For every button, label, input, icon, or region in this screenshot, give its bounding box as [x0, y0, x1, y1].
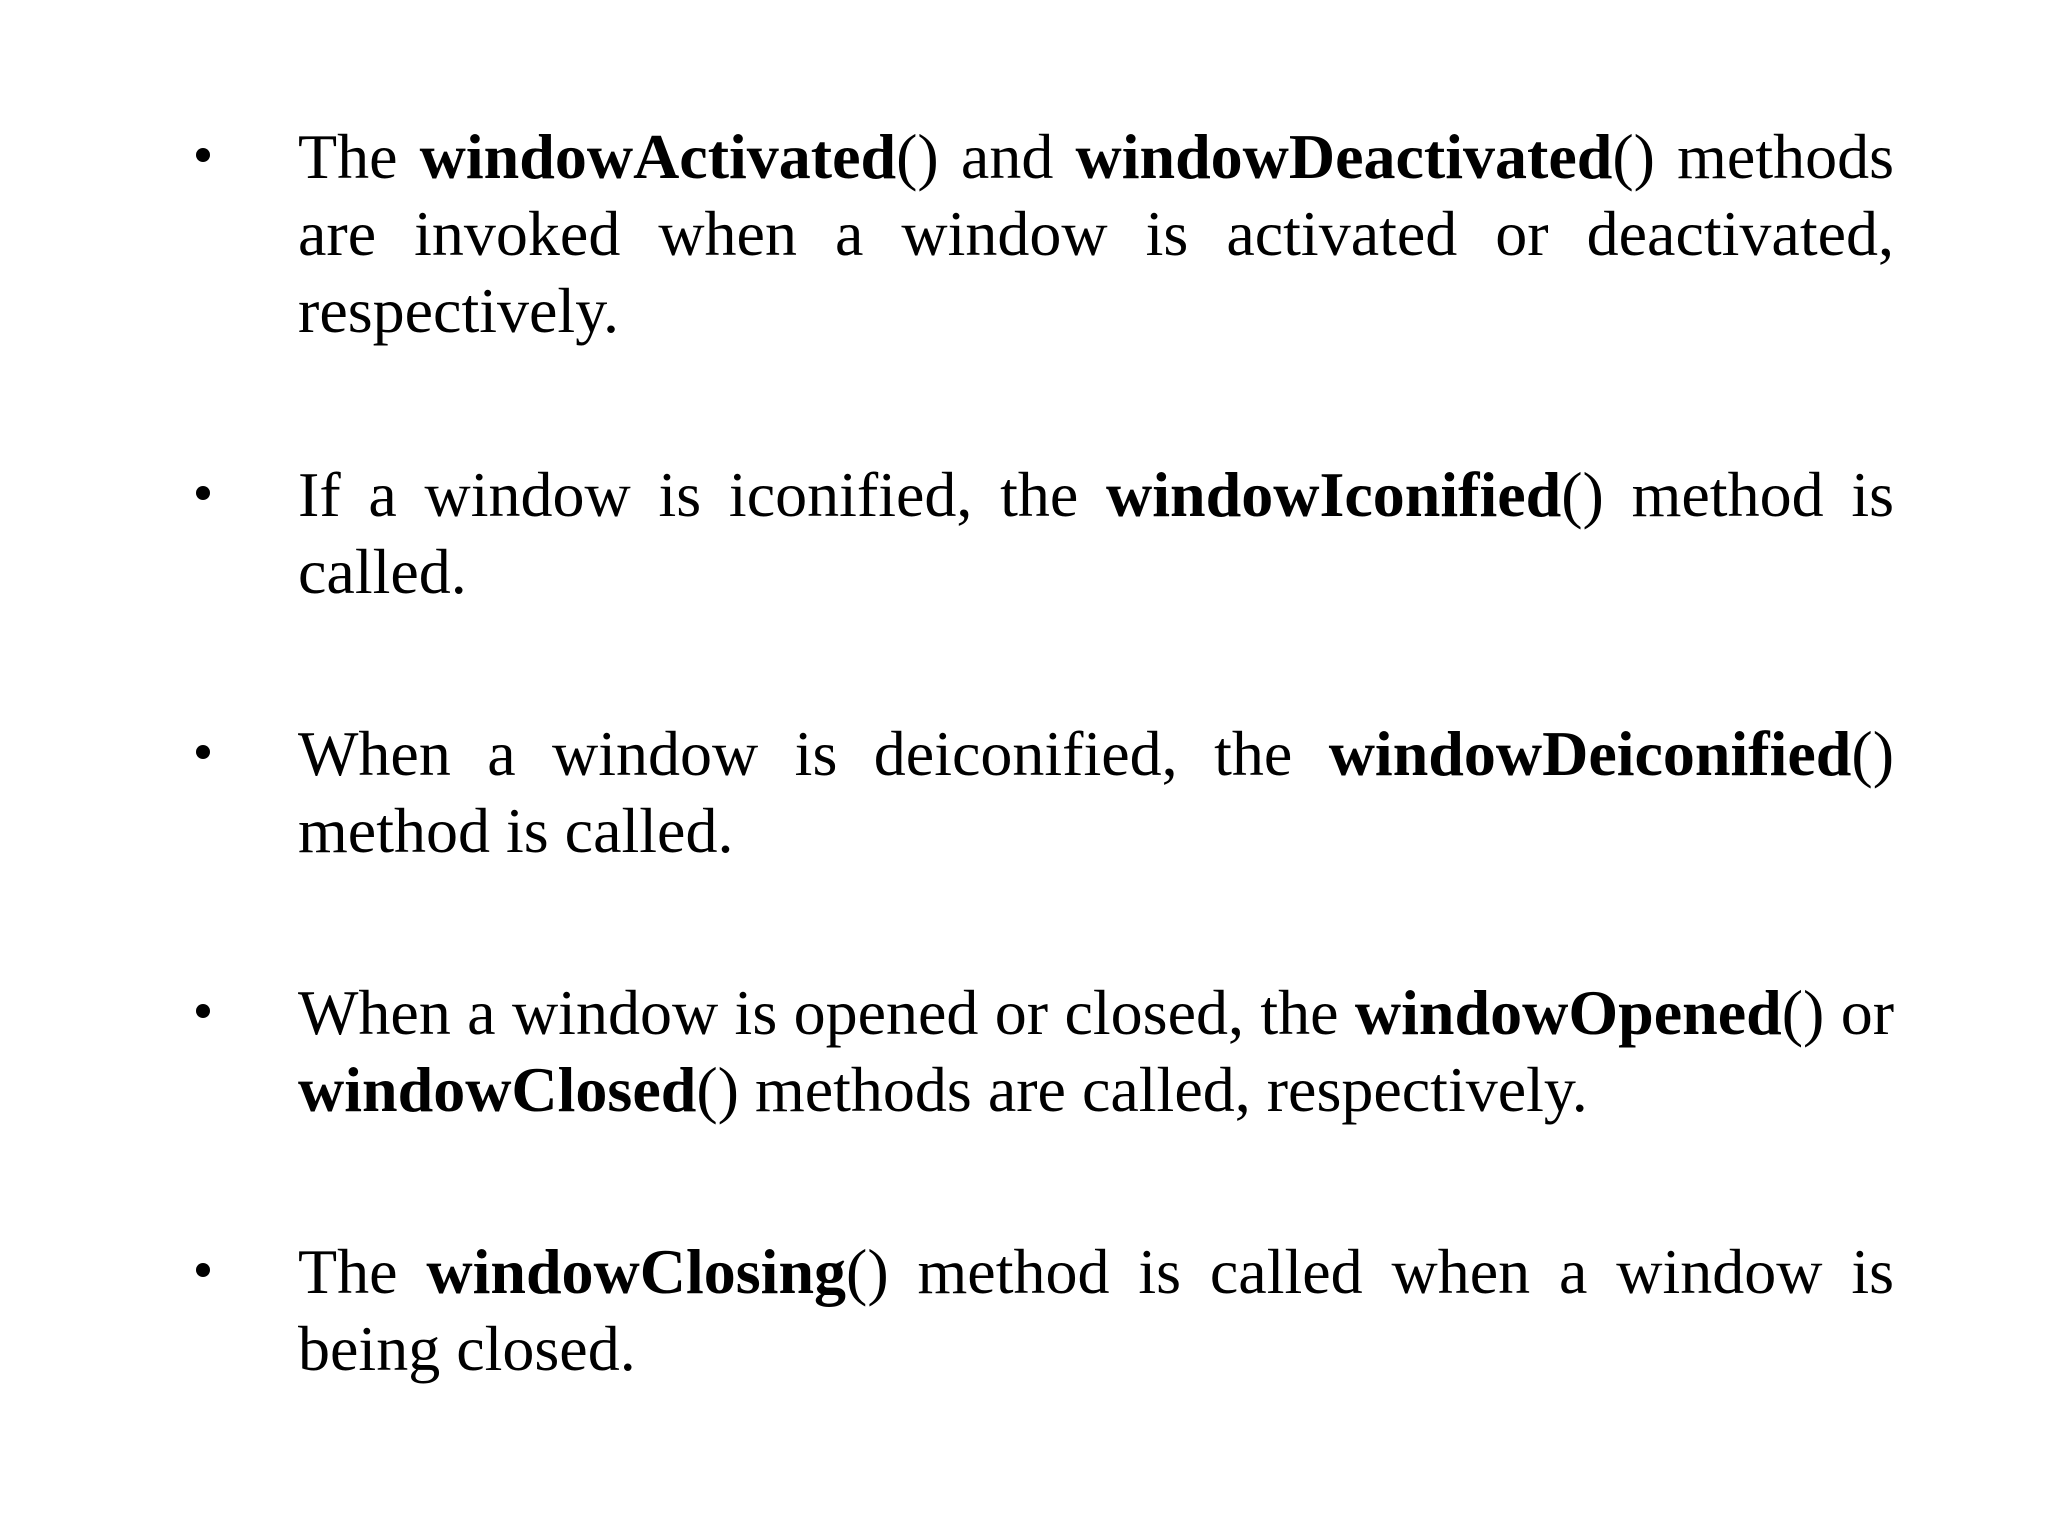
method-name: windowClosed — [298, 1054, 697, 1125]
text-segment: When a window is opened or closed, the — [298, 977, 1355, 1048]
text-segment: () or — [1781, 977, 1895, 1048]
bullet-text — [298, 715, 1894, 869]
bullet-dot-icon — [196, 148, 210, 162]
method-name: windowDeactivated — [1075, 121, 1613, 192]
text-segment: () methods are called, respectively. — [696, 1054, 1588, 1125]
bullet-dot-icon — [196, 1263, 210, 1277]
bullet-dot-icon — [196, 745, 210, 759]
method-name: windowDeiconified — [1328, 718, 1852, 789]
text-segment: () methods are invoked when a window is activated or deactivated, respectively. — [298, 121, 1894, 346]
text-segment: () and — [896, 121, 1076, 192]
method-name: windowIconified — [1106, 459, 1562, 530]
method-name: windowActivated — [419, 121, 897, 192]
bullet-text — [298, 974, 1894, 1128]
text-segment: () method is called. — [298, 718, 1894, 866]
method-name: windowClosing — [426, 1236, 847, 1307]
bullet-dot-icon — [196, 486, 210, 500]
method-name: windowOpened — [1354, 977, 1782, 1048]
text-segment: () method is called. — [298, 459, 1894, 607]
text-segment: The — [298, 1236, 427, 1307]
bullet-text — [298, 118, 1894, 349]
bullet-text — [298, 456, 1894, 610]
bullet-dot-icon — [196, 1004, 210, 1018]
text-segment: When a window is deiconified, the — [298, 718, 1329, 789]
text-segment: () method is called when a window is being closed. — [298, 1236, 1895, 1384]
text-segment: If a window is iconified, the — [298, 459, 1107, 530]
bullet-text — [298, 1233, 1894, 1387]
text-segment: The — [298, 121, 420, 192]
